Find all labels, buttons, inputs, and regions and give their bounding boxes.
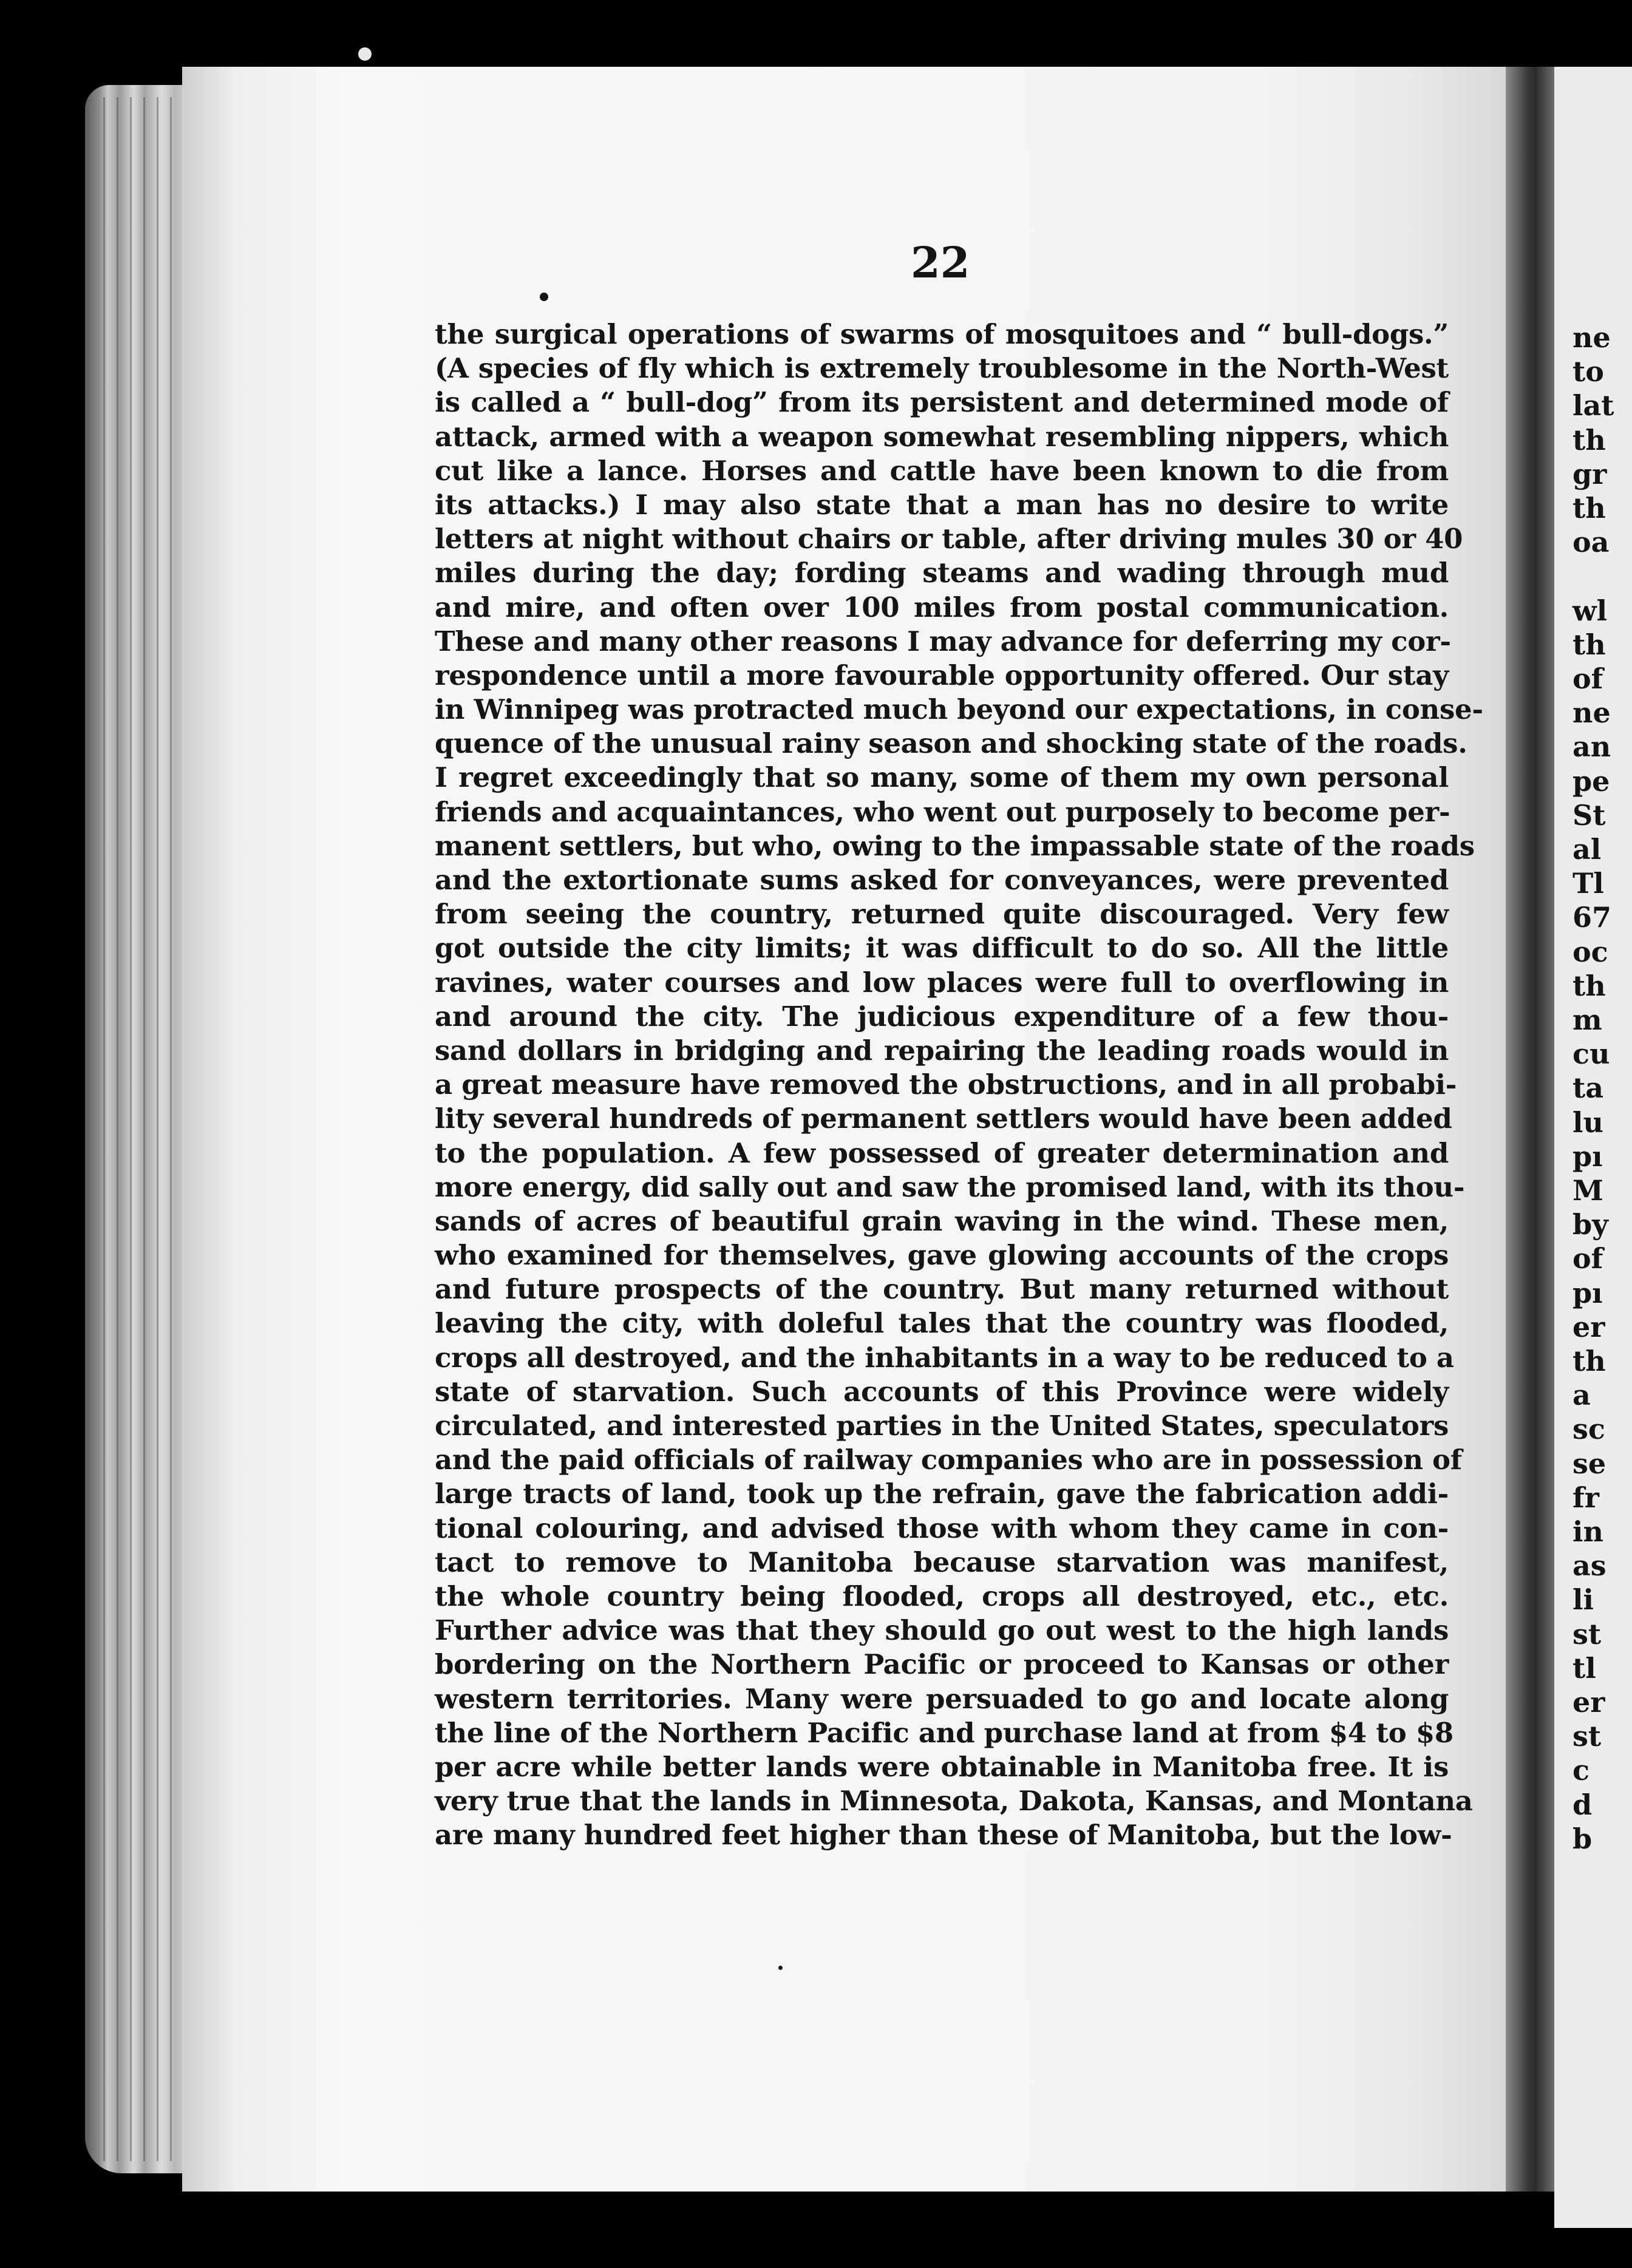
text-line: is called a “ bull-dog” from its persistent and determined mode of <box>435 386 1449 419</box>
text-line: got outside the city limits; it was difficult to do so. All the little <box>435 932 1449 965</box>
text-line: state of starvation. Such accounts of this Province were widely <box>435 1375 1449 1408</box>
ink-speck <box>358 47 372 61</box>
text-line: ravines, water courses and low places were full to overflowing in <box>435 966 1449 999</box>
text-line: very true that the lands in Minnesota, Dakota, Kansas, and Montana <box>435 1785 1473 1818</box>
facing-page-word-fragment: m <box>1572 1003 1602 1036</box>
text-line: friends and acquaintances, who went out purposely to become per- <box>435 795 1450 828</box>
facing-page-word-fragment: by <box>1572 1208 1608 1241</box>
text-line: tional colouring, and advised those with whom they came in con- <box>435 1512 1449 1544</box>
facing-page-word-fragment: of <box>1572 1242 1603 1275</box>
text-line: bordering on the Northern Pacific or proceed to Kansas or other <box>435 1648 1449 1681</box>
facing-page-word-fragment: ne <box>1572 696 1611 730</box>
facing-page-word-fragment: pı <box>1572 1139 1603 1173</box>
text-line: These and many other reasons I may advance for deferring my cor- <box>435 625 1451 657</box>
text-line: tact to remove to Manitoba because starvation was manifest, <box>435 1546 1449 1578</box>
facing-page-word-fragment: of <box>1572 662 1603 695</box>
facing-page-word-fragment: th <box>1572 628 1606 661</box>
facing-page-word-fragment: in <box>1572 1515 1603 1548</box>
facing-page-word-fragment: oc <box>1572 935 1608 968</box>
text-line: are many hundred feet higher than these of Manitoba, but the low- <box>435 1819 1452 1852</box>
text-line: from seeing the country, returned quite discouraged. Very few <box>435 898 1449 931</box>
facing-page-word-fragment: c <box>1572 1754 1590 1787</box>
text-line: crops all destroyed, and the inhabitants in a way to be reduced to a <box>435 1341 1454 1374</box>
text-line: the whole country being flooded, crops all destroyed, etc., etc. <box>435 1580 1449 1612</box>
facing-page-word-fragment: th <box>1572 492 1606 525</box>
text-line: more energy, did sally out and saw the promised land, with its thou- <box>435 1170 1465 1203</box>
text-line: circulated, and interested parties in the United States, speculators <box>435 1410 1449 1442</box>
text-line: in Winnipeg was protracted much beyond our expectations, in conse- <box>435 693 1483 726</box>
facing-page-word-fragment: th <box>1572 423 1606 457</box>
facing-page-word-fragment: b <box>1572 1822 1593 1855</box>
facing-page-word-fragment: gr <box>1572 457 1607 491</box>
facing-page-word-fragment: st <box>1572 1720 1602 1753</box>
text-line: to the population. A few possessed of greater determination and <box>435 1136 1449 1169</box>
text-line: sands of acres of beautiful grain waving in the wind. These men, <box>435 1204 1449 1237</box>
facing-page-word-fragment: ta <box>1572 1071 1604 1105</box>
text-line: quence of the unusual rainy season and shocking state of the roads. <box>435 727 1467 760</box>
text-line: who examined for themselves, gave glowing accounts of the crops <box>435 1239 1449 1272</box>
text-line: miles during the day; fording steams and wading through mud <box>435 557 1449 589</box>
text-line: and the paid officials of railway companies who are in possession of <box>435 1444 1462 1476</box>
facing-page-word-fragment: er <box>1572 1310 1605 1343</box>
text-line: and future prospects of the country. But many returned without <box>435 1273 1449 1306</box>
facing-page-word-fragment: st <box>1572 1617 1602 1651</box>
facing-page-fragment <box>1554 67 1632 2228</box>
facing-page-word-fragment: d <box>1572 1788 1593 1821</box>
text-line: respondence until a more favourable opportunity offered. Our stay <box>435 659 1449 691</box>
facing-page-word-fragment: Tl <box>1572 867 1604 900</box>
facing-page-word-fragment: oa <box>1572 526 1610 559</box>
facing-page-word-fragment: er <box>1572 1686 1605 1719</box>
page-edge-lines <box>103 97 194 2161</box>
text-line: attack, armed with a weapon somewhat resembling nippers, which <box>435 420 1449 453</box>
body-text <box>435 317 1483 1852</box>
text-line: large tracts of land, took up the refrain, gave the fabrication addi- <box>435 1478 1449 1510</box>
text-line: the line of the Northern Pacific and purchase land at from $4 to $8 <box>435 1716 1453 1749</box>
facing-page-word-fragment: M <box>1572 1174 1603 1207</box>
text-line: leaving the city, with doleful tales that the country was flooded, <box>435 1307 1449 1340</box>
facing-page-word-fragment: lat <box>1572 389 1614 423</box>
text-line: the surgical operations of swarms of mosquitoes and “ bull-dogs.” <box>435 318 1449 350</box>
text-line: western territories. Many were persuaded to go and locate along <box>435 1682 1449 1715</box>
page-number: 22 <box>911 237 970 288</box>
facing-page-word-fragment: an <box>1572 730 1611 764</box>
text-line: and the extortionate sums asked for conveyances, were prevented <box>435 864 1449 896</box>
facing-page-word-fragment: a <box>1572 1379 1591 1412</box>
text-line: lity several hundreds of permanent settlers would have been added <box>435 1102 1452 1135</box>
text-line: letters at night without chairs or table, after driving mules 30 or 40 <box>435 523 1463 555</box>
text-line: sand dollars in bridging and repairing the leading roads would in <box>435 1034 1449 1067</box>
facing-page-word-fragment: to <box>1572 355 1604 389</box>
binding-gutter <box>1506 67 1554 2192</box>
facing-page-word-fragment: se <box>1572 1447 1606 1480</box>
facing-page-word-fragment: li <box>1572 1583 1594 1617</box>
facing-page-word-fragment: th <box>1572 1345 1606 1377</box>
text-line: cut like a lance. Horses and cattle have been known to die from <box>435 454 1449 487</box>
facing-page-word-fragment: al <box>1572 833 1602 866</box>
facing-page-word-fragment: pe <box>1572 764 1610 798</box>
ink-speck <box>778 1966 783 1970</box>
text-line: and mire, and often over 100 miles from postal communication. <box>435 591 1449 623</box>
text-line: manent settlers, but who, owing to the impassable state of the roads <box>435 829 1475 862</box>
facing-page-word-fragment: cu <box>1572 1037 1610 1071</box>
facing-page-word-fragment: sc <box>1572 1413 1605 1446</box>
text-line: its attacks.) I may also state that a man has no desire to write <box>435 488 1449 521</box>
facing-page-word-fragment: 67 <box>1572 901 1612 934</box>
text-line: (A species of fly which is extremely troublesome in the North-West <box>435 352 1449 385</box>
text-line: and around the city. The judicious expenditure of a few thou- <box>435 1000 1449 1033</box>
facing-page-word-fragment: St <box>1572 798 1606 832</box>
facing-page-word-fragment: ne <box>1572 321 1611 354</box>
facing-page-word-fragment: pı <box>1572 1276 1603 1309</box>
text-line: per acre while better lands were obtainable in Manitoba free. It is <box>435 1750 1449 1783</box>
facing-page-word-fragment: wl <box>1572 594 1608 627</box>
facing-page-word-fragment: tl <box>1572 1651 1596 1685</box>
text-line: I regret exceedingly that so many, some of them my own personal <box>435 761 1449 794</box>
facing-page-word-fragment: fr <box>1572 1481 1600 1514</box>
ink-speck <box>540 293 548 301</box>
text-line: a great measure have removed the obstructions, and in all probabi- <box>435 1068 1457 1101</box>
text-line: Further advice was that they should go out west to the high lands <box>435 1614 1449 1647</box>
facing-page-word-fragment: as <box>1572 1549 1606 1583</box>
facing-page-word-fragment: lu <box>1572 1105 1603 1139</box>
facing-page-word-fragment: th <box>1572 969 1606 1002</box>
